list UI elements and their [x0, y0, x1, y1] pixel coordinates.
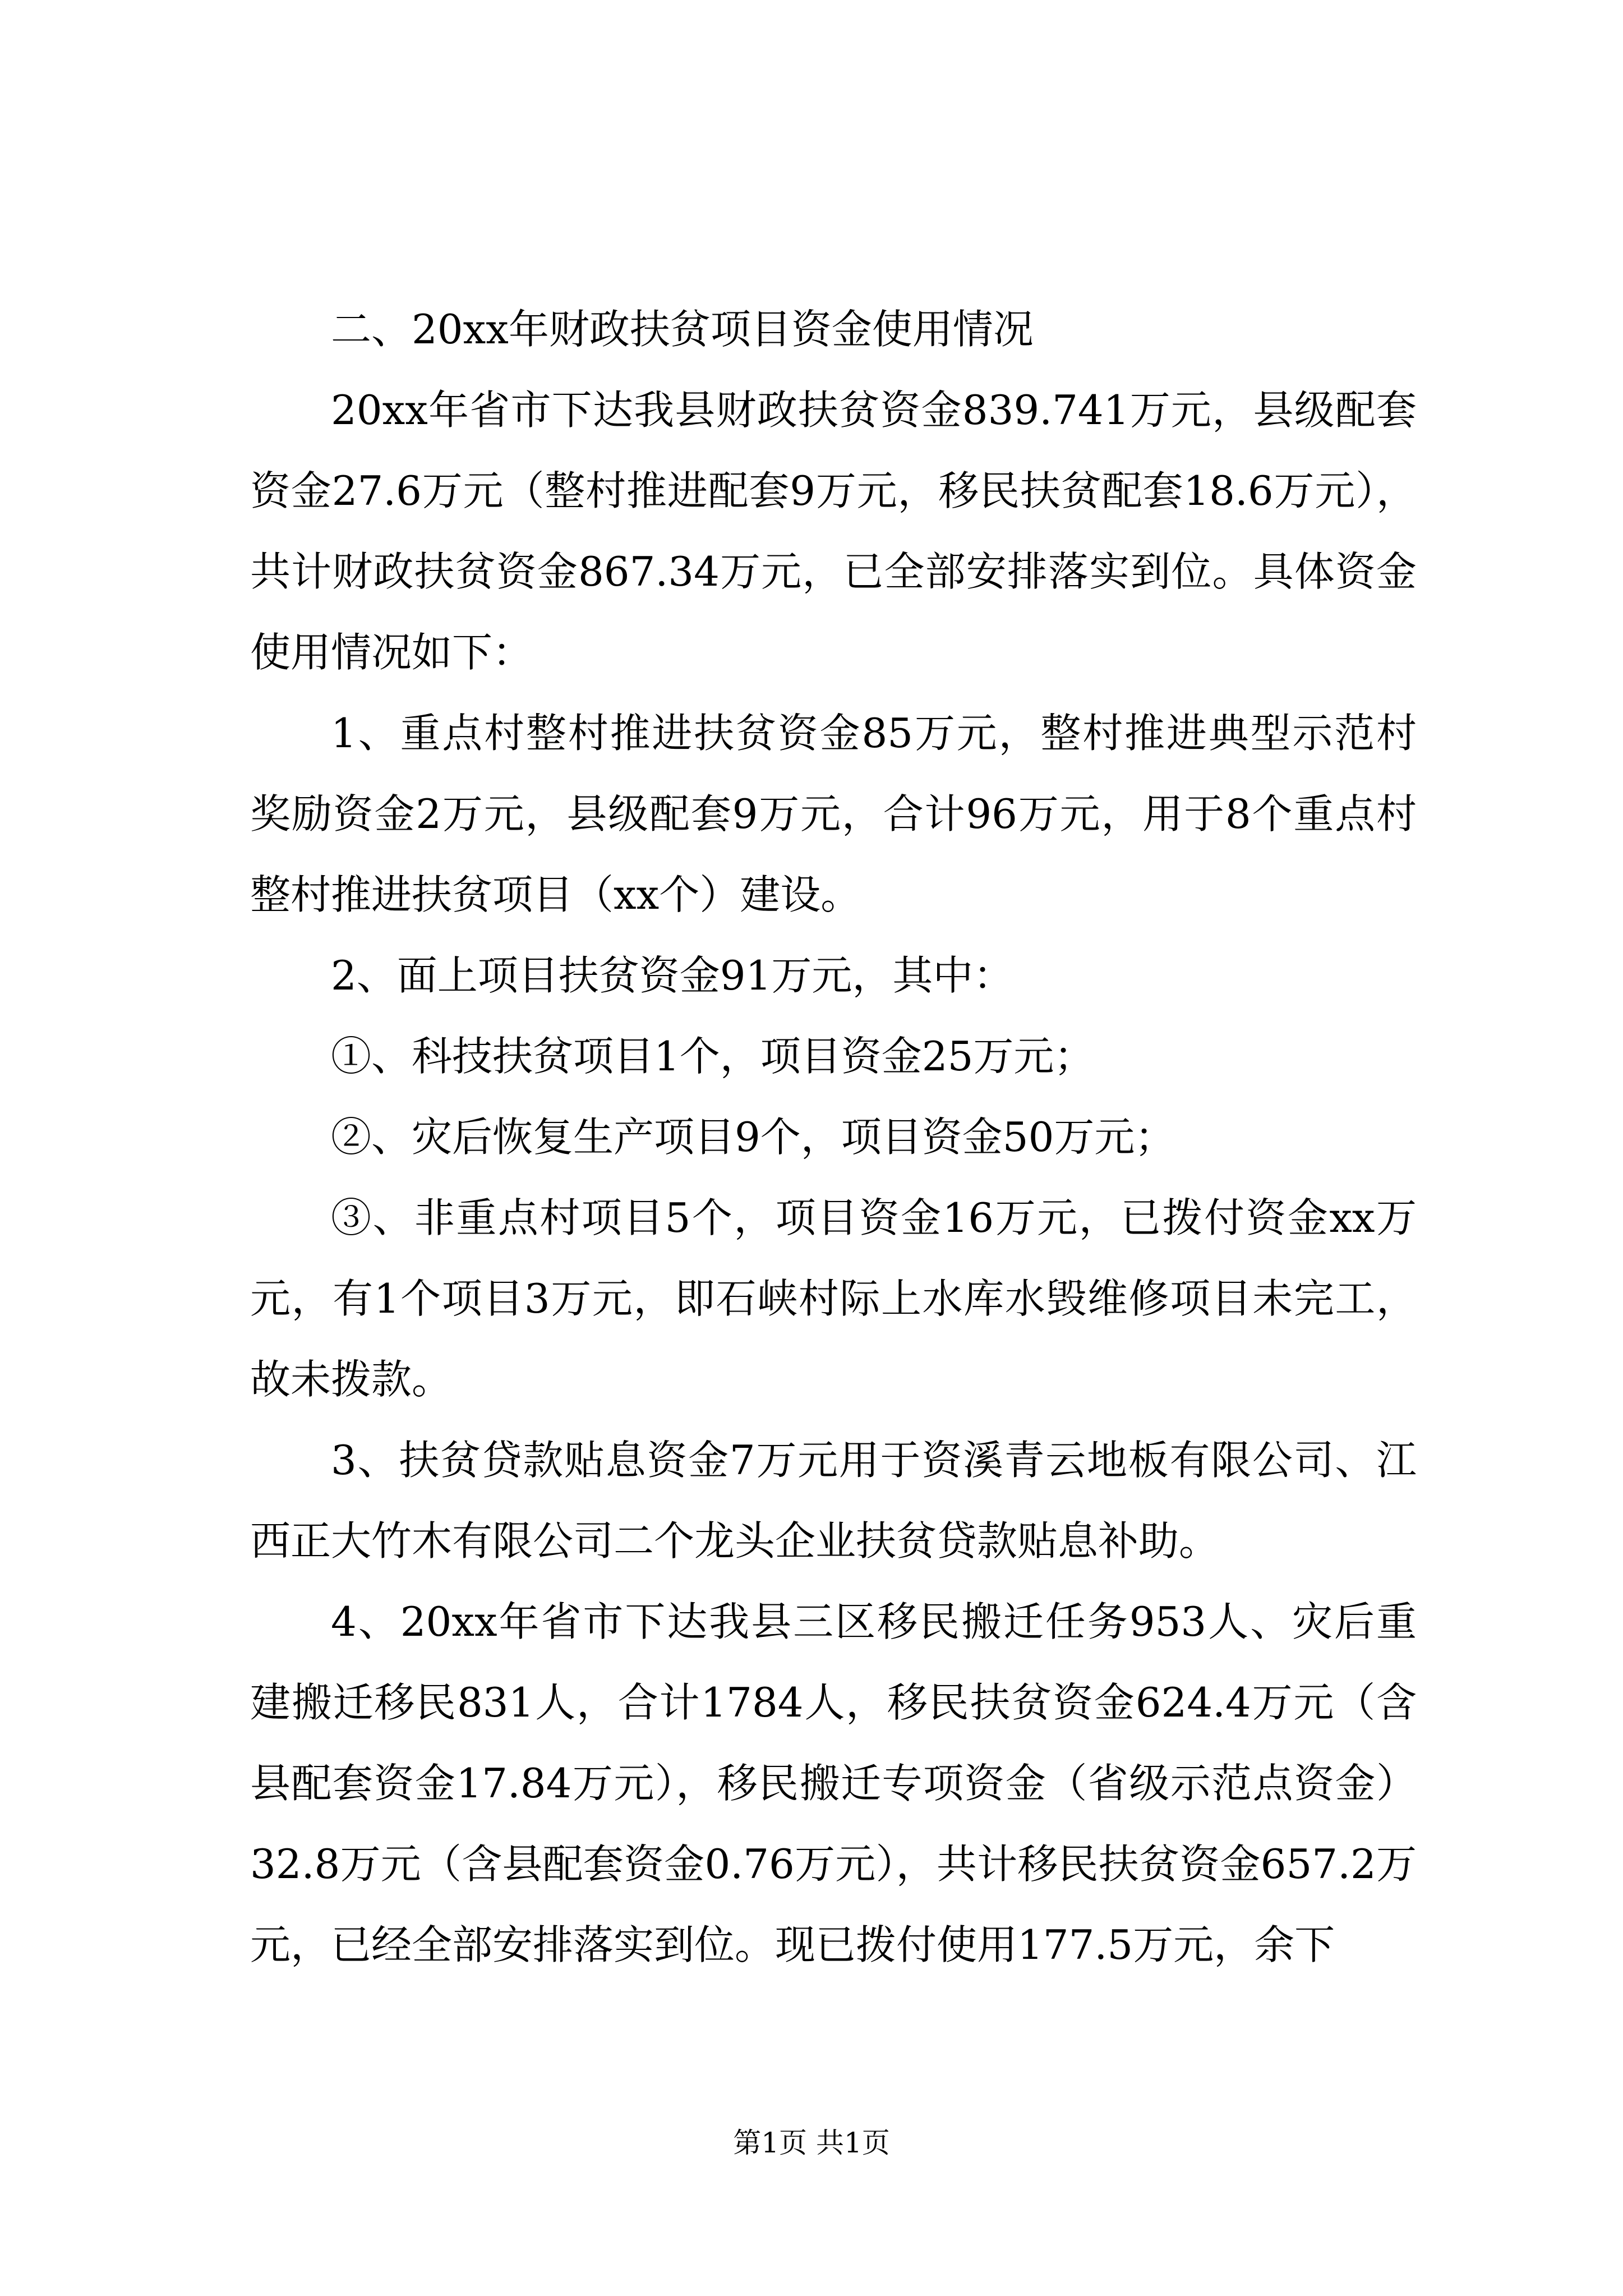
- paragraph-item-2: 2、面上项目扶贫资金91万元，其中：: [331, 952, 1014, 999]
- section-heading: 二、20xx年财政扶贫项目资金使用情况: [331, 306, 1034, 353]
- paragraph-item-1: 1、重点村整村推进扶贫资金85万元，整村推进典型示范村奖励资金2万元，县级配套9万元，合计96万元，用于8个重点村整村推进扶贫项目（xx个）建设。: [250, 710, 1417, 918]
- paragraph-subitem-1: ①、科技扶贫项目1个，项目资金25万元；: [331, 1033, 1095, 1080]
- paragraph-subitem-3: ③、非重点村项目5个，项目资金16万元，已拨付资金xx万元，有1个项目3万元，即石峡村际上水库水毁维修项目未完工，故未拨款。: [250, 1194, 1417, 1403]
- paragraph-item-3: 3、扶贫贷款贴息资金7万元用于资溪青云地板有限公司、江西正大竹木有限公司二个龙头企业扶贫贷款贴息补助。: [250, 1437, 1417, 1565]
- document-body: [250, 289, 1417, 1985]
- paragraph-subitem-2: ②、灾后恢复生产项目9个，项目资金50万元；: [331, 1114, 1175, 1161]
- page-footer: 第1页 共1页: [733, 2127, 890, 2159]
- paragraph-funds-overview: 20xx年省市下达我县财政扶贫资金839.741万元，县级配套资金27.6万元（整村推进配套9万元，移民扶贫配套18.6万元），共计财政扶贫资金867.34万元，已全部安排落实到位。具体资金使用情况如下：: [250, 386, 1417, 676]
- paragraph-item-4: 4、20xx年省市下达我县三区移民搬迁任务953人、灾后重建搬迁移民831人，合计1784人，移民扶贫资金624.4万元（含县配套资金17.84万元），移民搬迁专项资金（省级示范点资金）32.8万元（含县配套资金0.76万元），共计移民扶贫资金657.2万元，已经全部安排落实到位。现已拨付使用177.5万元，余下: [250, 1598, 1417, 1968]
